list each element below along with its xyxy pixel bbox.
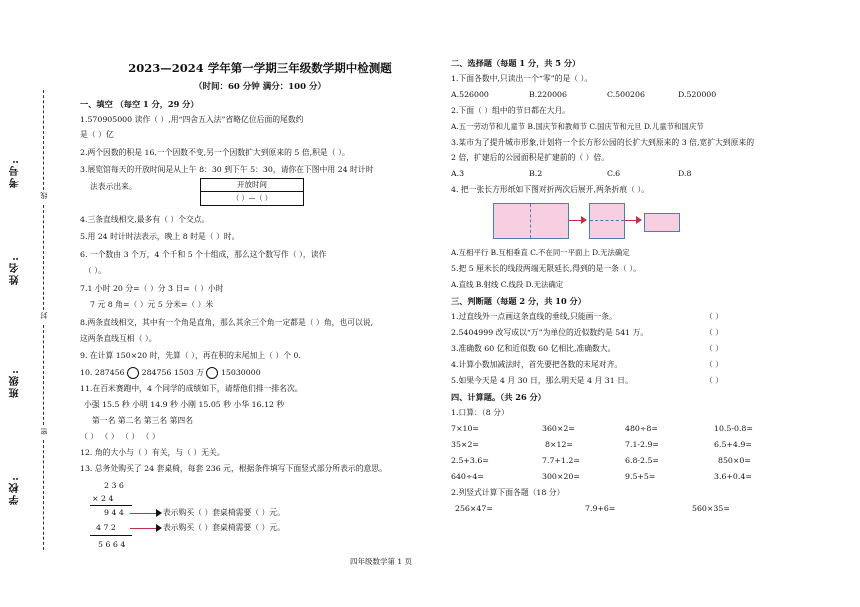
- fold-line: [530, 204, 531, 238]
- question-10-a: 10. 287456: [80, 368, 125, 377]
- choice-1-a: A.526000: [451, 90, 489, 99]
- choice-2: 2.下面（ ）组中的节日都在大月。: [451, 106, 571, 115]
- open-time-box: [200, 178, 304, 206]
- seal-line: [43, 440, 44, 550]
- column-calc-item: 560×35=: [692, 504, 730, 513]
- choice-3: 3.某市为了提升城市形象,计划将一个长方形公园的长扩大到原来的 3 倍,宽扩大到原来的: [451, 138, 754, 147]
- arrow: [130, 528, 158, 529]
- question-7-cont: 7 元 8 角=（ ）元 5 分米=（ ）米: [90, 300, 214, 309]
- question-1-cont: 是（ ）亿: [80, 130, 114, 139]
- page-subtitle: （时间：60 分钟 满分：100 分）: [194, 82, 326, 92]
- choice-1-b: B.220006: [529, 90, 567, 99]
- vertical-calc-1: 2 3 6: [104, 481, 124, 490]
- oral-calc-item: 6.8-2.5=: [625, 456, 659, 465]
- choice-2-options: A.五一劳动节和儿童节 B.国庆节和教师节 C.国庆节和元旦 D.儿童节和国庆节: [451, 122, 704, 131]
- oral-calc-item: 7.7+1.2=: [542, 456, 580, 465]
- school-label: 学校:: [10, 475, 21, 505]
- question-3-cont: 法表示出来。: [90, 182, 137, 191]
- question-11-blanks: （ ） （ ） （ ） （ ）: [80, 432, 160, 441]
- judge-1: 1.过直线外一点画这条直线的垂线,只能画一条。: [451, 312, 617, 321]
- oral-calc-item: 6.5+4.9=: [714, 440, 752, 449]
- arrow-head: [156, 524, 162, 532]
- column-calc-item: 7.9+6=: [585, 504, 616, 513]
- choice-5-options: A.直线 B.射线 C.线段 D.无法确定: [451, 280, 564, 289]
- choice-1-d: D.520000: [678, 90, 717, 99]
- compare-circle: [127, 367, 139, 379]
- choice-1: 1.下面各数中,只读出一个“零”的是（ ）。: [451, 74, 593, 83]
- fold-arrow-head: [636, 216, 642, 224]
- choice-3-b: B.2: [529, 169, 543, 178]
- open-time-blank: （ ）—（ ）: [232, 194, 272, 202]
- judge-1-paren: （ ）: [705, 312, 724, 321]
- question-1: 1.570905000 读作（ ）,用“四舍五入法”省略亿位后面的尾数约: [80, 115, 304, 124]
- question-5: 5.用 24 时计时法表示，晚上 8 时是（ ）时。: [80, 232, 240, 241]
- class-label: 班级:: [10, 368, 21, 398]
- question-11-ranks: 第一名 第二名 第三名 第四名: [92, 416, 193, 425]
- oral-calc-title: 1.口算：（8 分）: [451, 408, 509, 417]
- judge-4: 4.计算小数加减法时，首先要把各数的末尾对齐。: [451, 360, 623, 369]
- seal-char-xian: 线: [40, 192, 48, 199]
- section-choice: 二、选择题（每题 1 分，共 5 分）: [451, 58, 581, 68]
- oral-calc-item: 8×12=: [545, 440, 573, 449]
- choice-1-c: C.500206: [607, 90, 645, 99]
- oral-calc-item: 7.1-2.9=: [625, 440, 659, 449]
- question-10-b: 284756 1503 万: [141, 368, 204, 377]
- question-10: [80, 367, 261, 379]
- choice-3-cont: 2 倍，扩建后的公园面积是扩建前的（ ）倍。: [451, 153, 610, 162]
- question-11: 11.在百米赛跑中，4 个同学的成绩如下，请帮他们排一排名次。: [80, 384, 303, 393]
- choice-3-c: C.6: [607, 169, 621, 178]
- arrow: [130, 513, 158, 514]
- oral-calc-item: 10.5-0.8=: [714, 424, 753, 433]
- judge-5: 5.如果今天是 4 月 30 日，那么明天是 4 月 31 日。: [451, 376, 633, 385]
- question-2: 2.两个因数的积是 16,一个因数不变,另一个因数扩大到原来的 5 倍,积是（ ）。: [80, 148, 350, 157]
- vertical-calc-4: 4 7 2: [96, 523, 116, 532]
- choice-4: 4. 把一张长方形纸如下图对折两次后展开,两条折痕（ ）。: [451, 185, 650, 194]
- page-footer: 四年级数学第 1 页: [350, 557, 413, 566]
- question-6-cont: （ ）。: [84, 266, 106, 275]
- oral-calc-item: 3.6+0.4=: [714, 472, 752, 481]
- calc-rule: [90, 535, 132, 536]
- page-title: 2023—2024 学年第一学期三年级数学期中检测题: [128, 61, 392, 75]
- paper-quarter: [644, 213, 680, 232]
- oral-calc-item: 7×10=: [451, 424, 479, 433]
- seal-char-mi: 密: [40, 428, 48, 435]
- judge-4-paren: （ ）: [705, 360, 724, 369]
- name-label: 姓名:: [10, 255, 21, 285]
- open-time-title: 开放时间: [201, 179, 303, 192]
- question-7: 7.1 小时 20 分=（ ）分 3 日=（ ）小时: [80, 284, 224, 293]
- question-3: 3.展览馆每天的开放时间是从上午 8：30 到下午 5：30，请你在下图中用 24 时计时: [80, 165, 374, 174]
- oral-calc-item: 9.5+5=: [625, 472, 656, 481]
- choice-3-d: D.8: [678, 169, 692, 178]
- section-judge: 三、判断题（每题 2 分，共 10 分）: [451, 296, 586, 306]
- oral-calc-item: 300×20=: [542, 472, 580, 481]
- arrow-head: [156, 509, 162, 517]
- question-12: 12. 角的大小与（ ）有关，与（ ）无关。: [80, 448, 225, 457]
- vertical-calc-2: × 2 4: [92, 494, 114, 503]
- seal-line: [43, 205, 44, 310]
- column-calc-title: 2.列竖式计算下面各题（18 分）: [451, 488, 565, 497]
- question-6: 6. 一个数由 3 个万，4 个千和 5 个十组成，那么这个数写作（ ），读作: [80, 250, 327, 259]
- question-8: 8.两条直线相交，其中有一个角是直角，那么其余三个角一定都是（ ）角，也可以说,: [80, 318, 374, 327]
- question-11-times: 小强 15.5 秒 小明 14.9 秒 小刚 15.05 秒 小华 16.12 秒: [84, 400, 285, 409]
- vertical-calc-5: 5 6 6 4: [98, 540, 126, 549]
- oral-calc-item: 35×2=: [451, 440, 479, 449]
- number-label: 考号:: [10, 158, 21, 188]
- oral-calc-item: 640÷4=: [451, 472, 484, 481]
- judge-3-paren: （ ）: [705, 344, 724, 353]
- vertical-calc-4-text: 表示购买（ ）套桌椅需要（ ）元。: [163, 523, 285, 532]
- binding-margin: [0, 0, 58, 607]
- fold-arrow-head: [581, 216, 587, 224]
- oral-calc-item: 480÷8=: [625, 424, 658, 433]
- seal-line: [43, 90, 44, 190]
- question-8-cont: 这两条直线互相（ ）。: [80, 334, 157, 343]
- seal-line: [43, 325, 44, 425]
- section-fill-blank: 一、填空 （每空 1 分，29 分）: [80, 99, 199, 109]
- choice-5: 5.把 5 厘米长的线段两端无限延长,得到的是一条（ ）。: [451, 264, 641, 273]
- fold-line: [590, 220, 624, 221]
- question-10-c: 15030000: [220, 368, 261, 377]
- question-4: 4.三条直线相交,最多有（ ）个交点。: [80, 215, 210, 224]
- judge-5-paren: （ ）: [705, 376, 724, 385]
- section-calc: 四、计算题。（共 26 分）: [451, 392, 546, 402]
- question-9: 9. 在计算 150×20 时，先算（ ），再在积的末尾加上（ ）个 0.: [80, 351, 301, 360]
- judge-2-paren: （ ）: [705, 328, 724, 337]
- judge-3: 3.准确数 60 亿和近似数 60 亿相比,准确数大。: [451, 344, 616, 353]
- calc-rule: [90, 505, 132, 506]
- choice-3-a: A.3: [451, 169, 465, 178]
- vertical-calc-3-text: 表示购买（ ）套桌椅需要（ ）元。: [163, 508, 285, 517]
- oral-calc-item: 360×2=: [542, 424, 575, 433]
- seal-char-feng: 封: [40, 312, 48, 319]
- compare-circle: [206, 367, 218, 379]
- paper-full: [493, 203, 569, 239]
- oral-calc-item: 850×0=: [718, 456, 751, 465]
- question-13: 13. 总务处购买了 24 套桌椅，每套 236 元，根据条件填写下面竖式部分所表示的意思。: [80, 464, 387, 473]
- column-calc-item: 256×47=: [455, 504, 493, 513]
- vertical-calc-3: 9 4 4: [104, 508, 124, 517]
- paper-half: [589, 203, 625, 239]
- choice-4-options: A.互相平行 B.互相垂直 C.不在同一平面上 D.无法确定: [451, 248, 630, 257]
- oral-calc-item: 2.5+3.6=: [451, 456, 489, 465]
- judge-2: 2.5404999 改写成以“万”为单位的近似数约是 541 万。: [451, 328, 649, 337]
